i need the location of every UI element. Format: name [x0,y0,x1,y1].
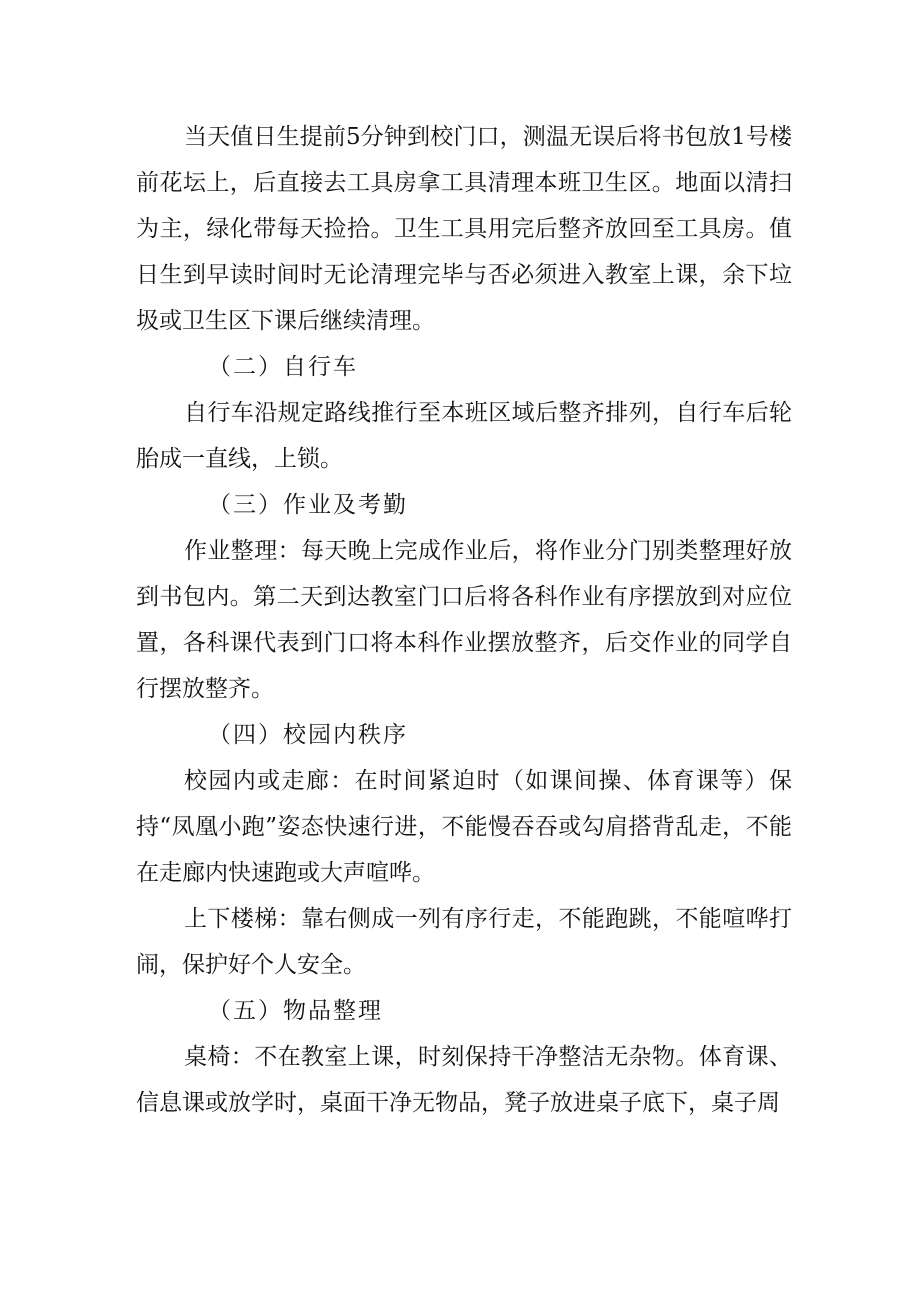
section-heading-bicycle: （二）自行车 [208,354,358,380]
paragraph-desks-chairs: 桌椅：不在教室上课，时刻保持干净整洁无杂物。体育课、信息课或放学时，桌面干净无物品，凳子放进桌子底下，桌子周 [136,1044,792,1116]
paragraph-corridor: 校园内或走廊：在时间紧迫时（如课间操、体育课等）保持“凤凰小跑”姿态快速行进，不能慢吞吞或勾肩搭背乱走，不能在走廊内快速跑或大声喧哗。 [136,768,792,886]
section-heading-item-arrangement: （五）物品整理 [208,998,383,1024]
document-body [136,114,792,1126]
paragraph-duty-student: 当天值日生提前5分钟到校门口，测温无误后将书包放1号楼前花坛上，后直接去工具房拿工具清理本班卫生区。地面以清扫为主，绿化带每天捡拾。卫生工具用完后整齐放回至工具房。值日生到早读时间时无论清理完毕与否必须进入教室上课，余下垃圾或卫生区下课后继续清理。 [136,124,792,334]
paragraph-homework: 作业整理：每天晚上完成作业后，将作业分门别类整理好放到书包内。第二天到达教室门口后将各科作业有序摆放到对应位置，各科课代表到门口将本科作业摆放整齐，后交作业的同学自行摆放整齐。 [136,538,792,702]
paragraph-stairs: 上下楼梯：靠右侧成一列有序行走，不能跑跳，不能喧哗打闹，保护好个人安全。 [136,906,792,978]
section-heading-campus-order: （四）校园内秩序 [208,722,408,748]
section-heading-homework-attendance: （三）作业及考勤 [208,492,408,518]
paragraph-bicycle: 自行车沿规定路线推行至本班区域后整齐排列，自行车后轮胎成一直线，上锁。 [136,400,792,472]
